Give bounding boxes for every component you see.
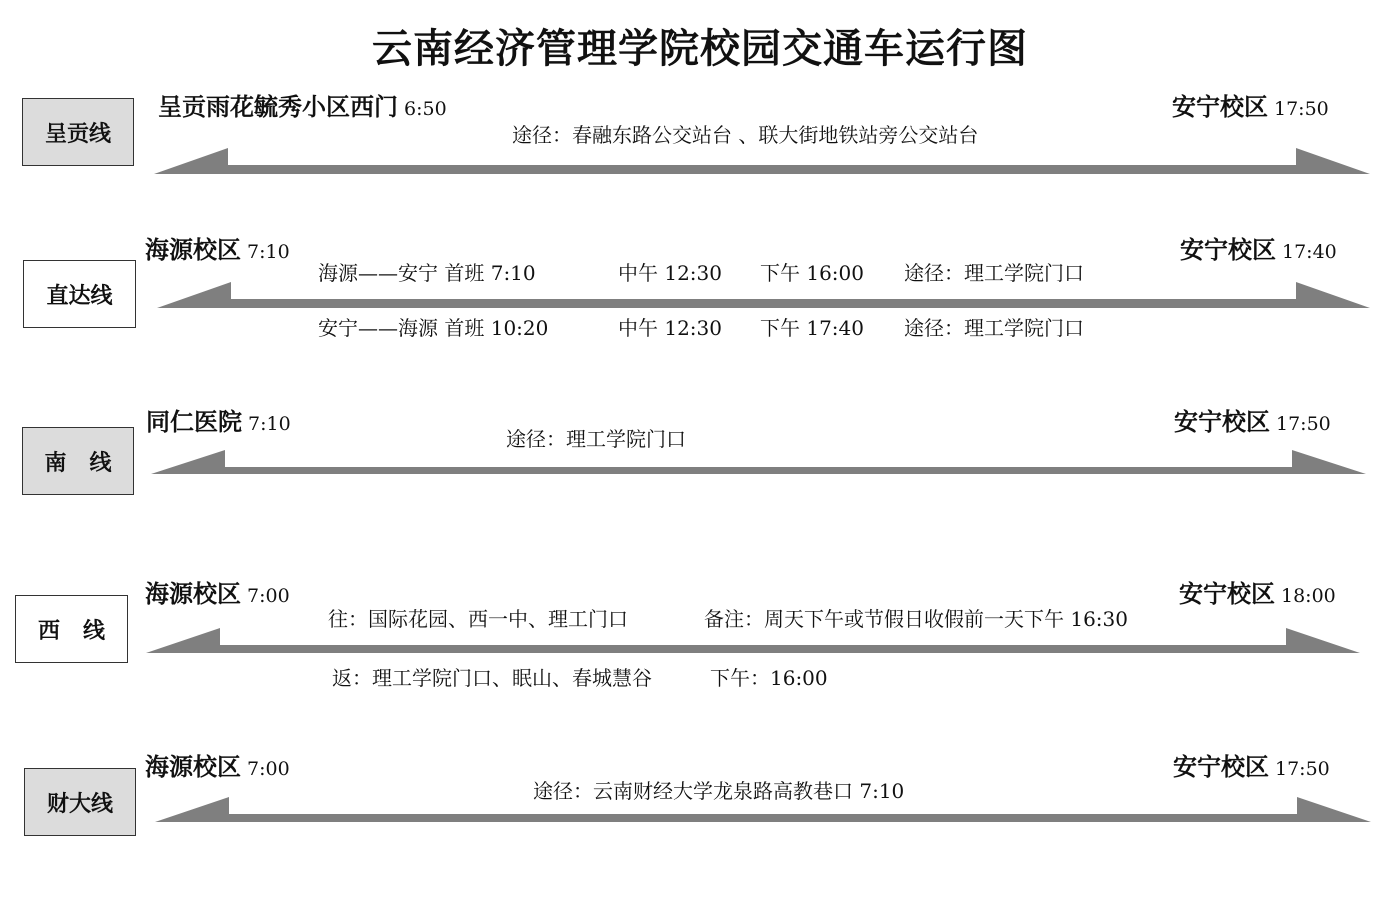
note-segment: 往：国际花园、西一中、理工门口 — [328, 607, 628, 631]
route-xi-start-endpoint — [145, 579, 290, 612]
end-station-name: 安宁校区 — [1179, 579, 1275, 608]
route-chenggong-start-endpoint — [158, 92, 447, 125]
note-segment: 途径：理工学院门口 — [904, 316, 1084, 340]
note-segment: 返：理工学院门口、眠山、春城慧谷 — [332, 666, 652, 690]
start-station-name: 海源校区 — [145, 235, 241, 264]
note-segment: 下午：16:00 — [710, 666, 828, 690]
start-station-name: 海源校区 — [145, 579, 241, 608]
route-zhida — [0, 232, 1400, 382]
route-nan-end-endpoint — [1174, 407, 1331, 440]
note-segment: 备注：周天下午或节假日收假前一天下午 16:30 — [704, 607, 1128, 631]
page-title: 云南经济管理学院校园交通车运行图 — [372, 26, 1028, 72]
route-chenggong-arrow-shape — [154, 148, 1370, 174]
route-nan-arrow-shape — [151, 450, 1366, 474]
route-zhida-start-endpoint — [145, 235, 290, 268]
note-segment: 中午 12:30 — [618, 316, 722, 340]
route-xi-label: 西 线 — [15, 595, 128, 663]
route-nan-start-endpoint — [146, 407, 291, 440]
note-segment: 途径：理工学院门口 — [506, 427, 686, 451]
route-caida-label: 财大线 — [24, 768, 136, 836]
end-station-name: 安宁校区 — [1172, 92, 1268, 121]
route-chenggong — [0, 92, 1400, 242]
end-departure-time: 17:40 — [1282, 241, 1337, 263]
start-departure-time: 7:10 — [247, 241, 290, 263]
route-nan-label: 南 线 — [22, 427, 134, 495]
end-station-name: 安宁校区 — [1180, 235, 1276, 264]
route-nan — [0, 402, 1400, 552]
note-segment: 下午 16:00 — [760, 261, 864, 285]
route-caida-end-endpoint — [1173, 752, 1330, 785]
start-departure-time: 7:00 — [247, 585, 290, 607]
route-caida-start-endpoint — [145, 752, 290, 785]
end-departure-time: 17:50 — [1275, 758, 1330, 780]
end-departure-time: 17:50 — [1274, 98, 1329, 120]
note-segment: 中午 12:30 — [618, 261, 722, 285]
route-zhida-label: 直达线 — [23, 260, 136, 328]
end-station-name: 安宁校区 — [1174, 407, 1270, 436]
route-caida — [0, 748, 1400, 898]
note-segment: 下午 17:40 — [760, 316, 864, 340]
end-station-name: 安宁校区 — [1173, 752, 1269, 781]
note-segment: 途径：理工学院门口 — [904, 261, 1084, 285]
route-xi-end-endpoint — [1179, 579, 1336, 612]
start-departure-time: 6:50 — [404, 98, 447, 120]
start-station-name: 同仁医院 — [146, 407, 242, 436]
note-segment: 途径：云南财经大学龙泉路高教巷口 7:10 — [533, 779, 905, 803]
note-segment: 安宁——海源 首班 10:20 — [318, 316, 549, 340]
start-departure-time: 7:00 — [247, 758, 290, 780]
note-segment: 海源——安宁 首班 7:10 — [318, 261, 536, 285]
route-chenggong-end-endpoint — [1172, 92, 1329, 125]
start-departure-time: 7:10 — [248, 413, 291, 435]
end-departure-time: 17:50 — [1276, 413, 1331, 435]
start-station-name: 呈贡雨花毓秀小区西门 — [158, 92, 398, 121]
start-station-name: 海源校区 — [145, 752, 241, 781]
end-departure-time: 18:00 — [1281, 585, 1336, 607]
route-chenggong-label: 呈贡线 — [22, 98, 134, 166]
route-zhida-end-endpoint — [1180, 235, 1337, 268]
route-xi — [0, 575, 1400, 725]
note-segment: 途径：春融东路公交站台 、联大街地铁站旁公交站台 — [512, 123, 979, 147]
